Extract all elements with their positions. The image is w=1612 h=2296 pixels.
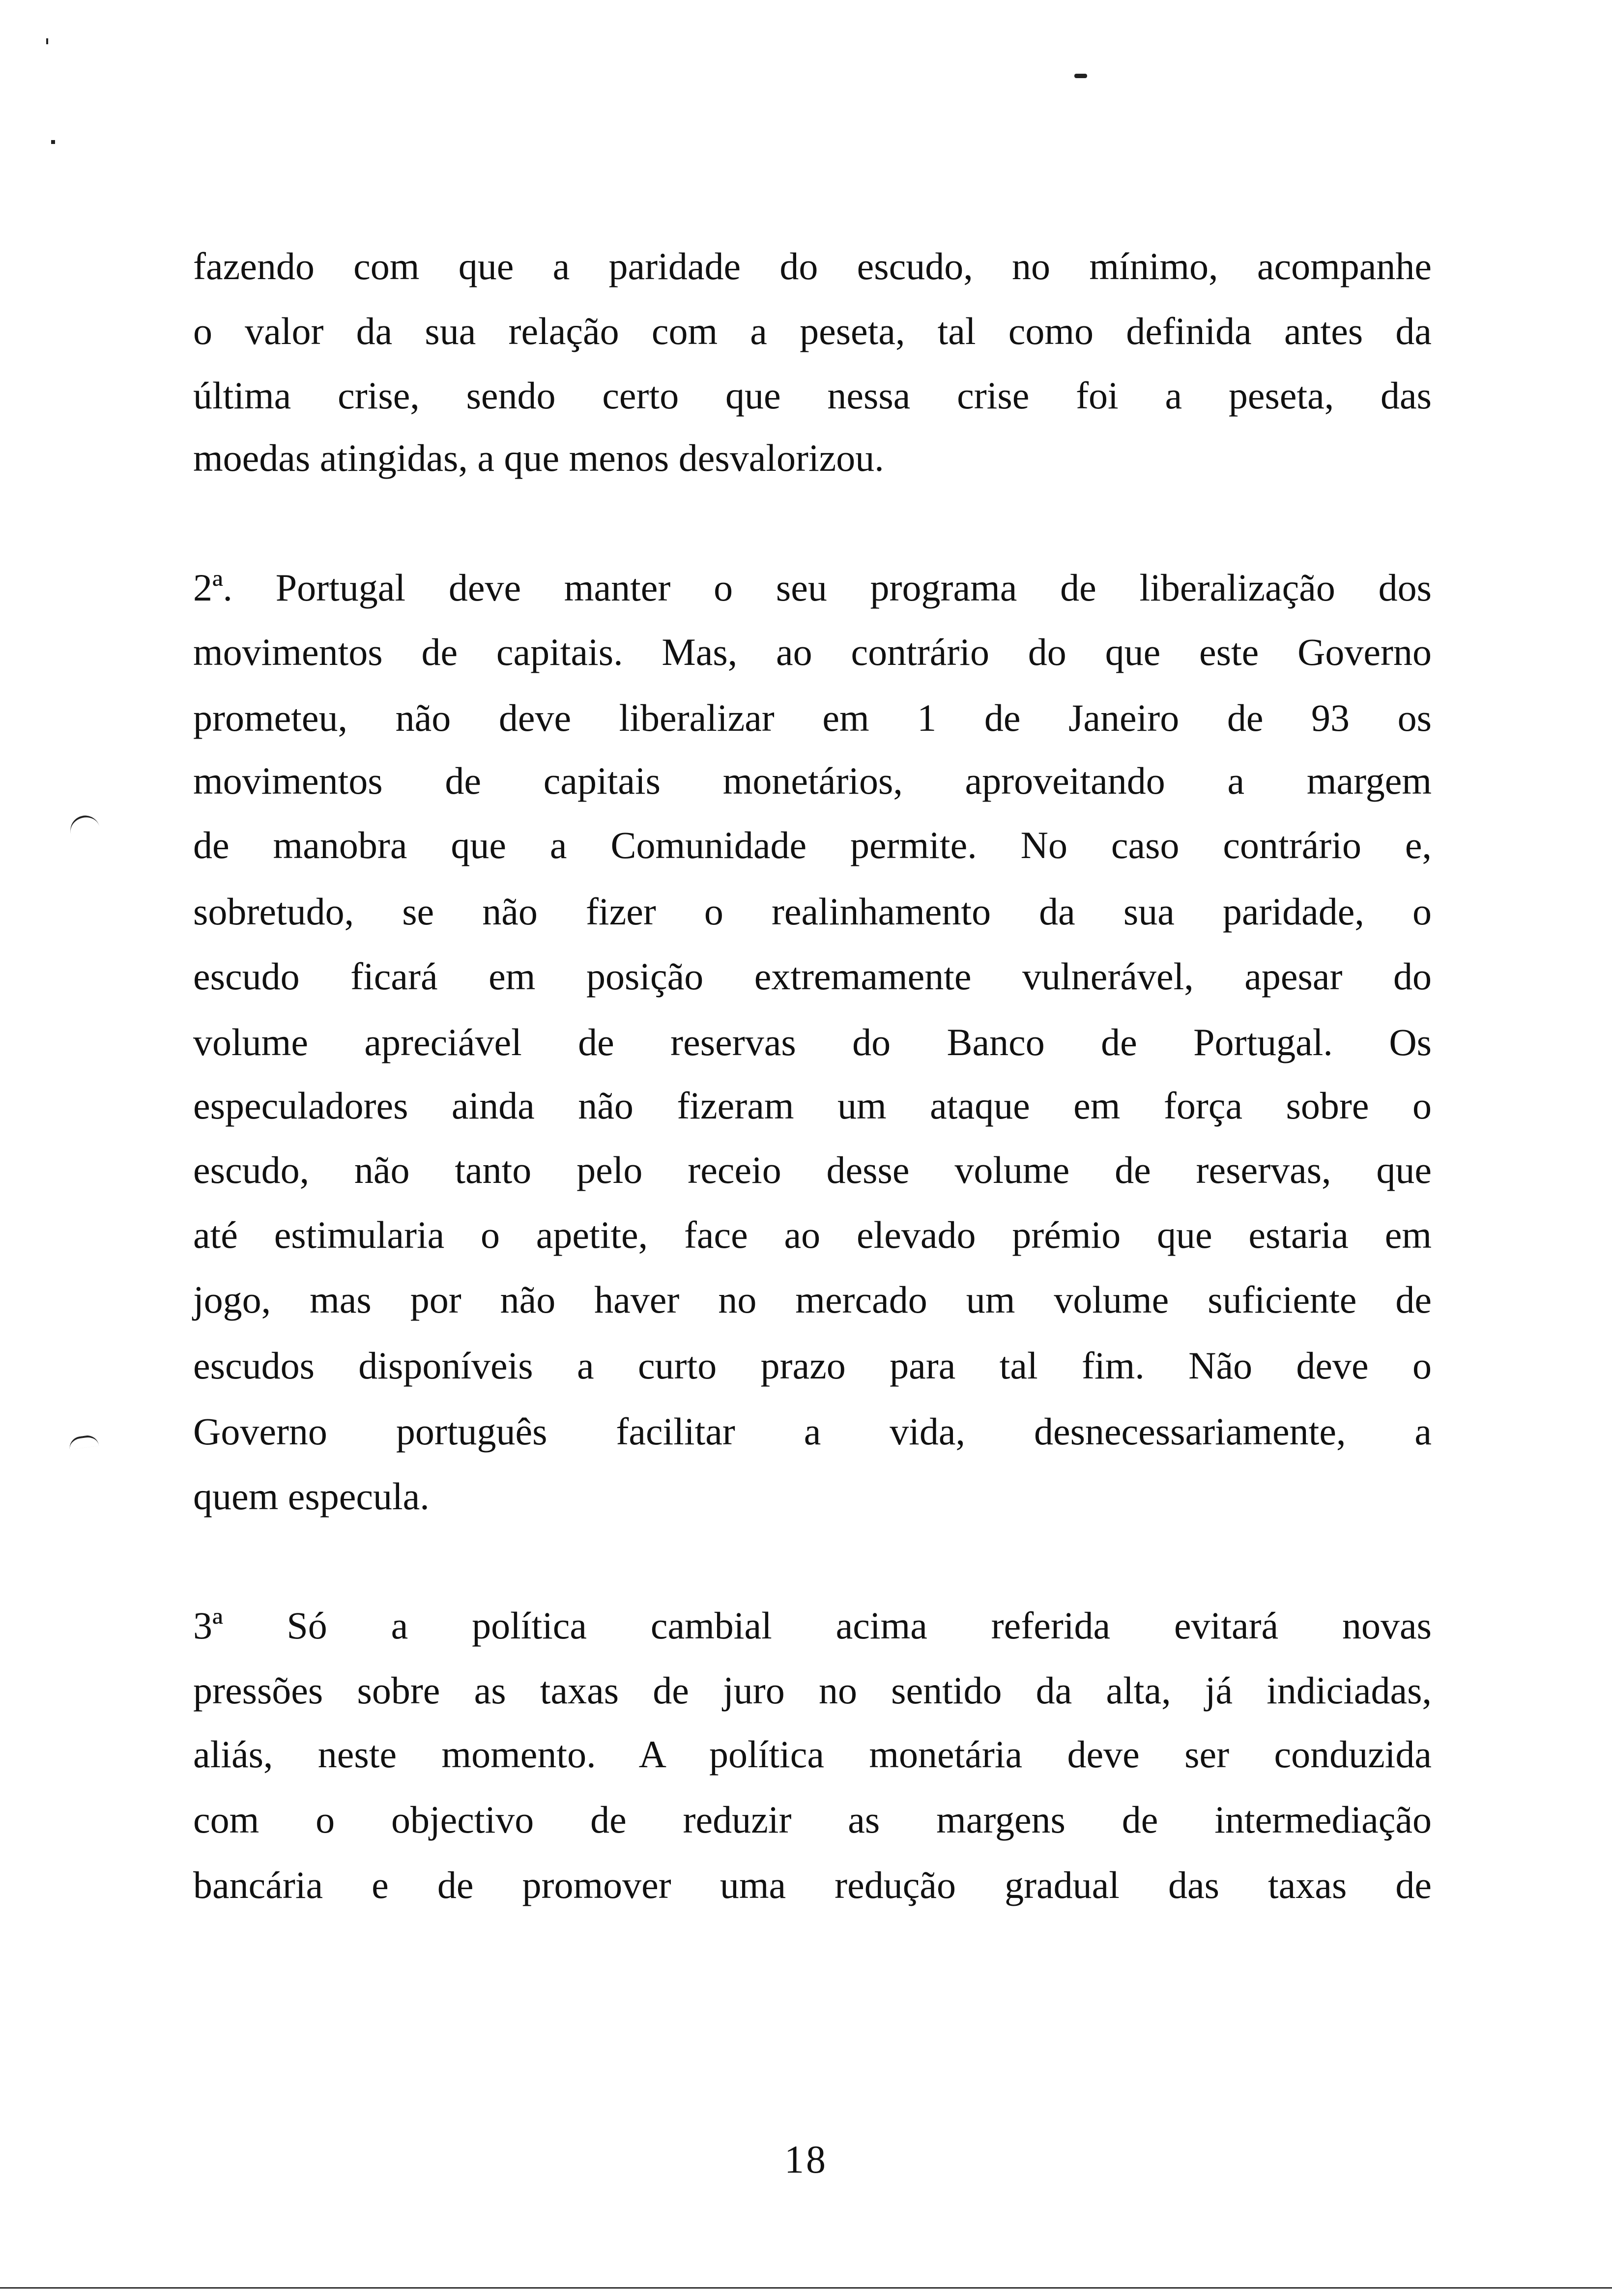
text-line: o valor da sua relação com a peseta, tal como definida antes da	[193, 310, 1432, 352]
text-line: 2ª. Portugal deve manter o seu programa de liberalização dos	[193, 566, 1432, 609]
text-line: escudos disponíveis a curto prazo para tal fim. Não deve o	[193, 1344, 1432, 1387]
text-line: até estimularia o apetite, face ao elevado prémio que estaria em	[193, 1213, 1432, 1256]
text-line: última crise, sendo certo que nessa crise foi a peseta, das	[193, 374, 1432, 417]
text-line: pressões sobre as taxas de juro no sentido da alta, já indiciadas,	[193, 1669, 1432, 1712]
margin-mark	[67, 812, 100, 836]
page-number: 18	[784, 2138, 828, 2181]
scan-speck	[51, 140, 55, 144]
text-line: bancária e de promover uma redução gradual das taxas de	[193, 1864, 1432, 1906]
text-line: escudo ficará em posição extremamente vulnerável, apesar do	[193, 955, 1432, 998]
text-line: moedas atingidas, a que menos desvalorizou.	[193, 436, 884, 479]
margin-mark	[68, 1434, 99, 1450]
text-line: prometeu, não deve liberalizar em 1 de Janeiro de 93 os	[193, 696, 1432, 739]
bottom-rule	[0, 2287, 1612, 2289]
text-line: jogo, mas por não haver no mercado um volume suficiente de	[193, 1278, 1432, 1321]
text-line: escudo, não tanto pelo receio desse volume de reservas, que	[193, 1148, 1432, 1191]
text-line: quem especula.	[193, 1475, 430, 1518]
scan-speck	[46, 38, 48, 44]
text-line: fazendo com que a paridade do escudo, no mínimo, acompanhe	[193, 245, 1432, 287]
text-line: 3ª Só a política cambial acima referida evitará novas	[193, 1604, 1432, 1647]
text-line: especuladores ainda não fizeram um ataque em força sobre o	[193, 1084, 1432, 1127]
text-line: de manobra que a Comunidade permite. No caso contrário e,	[193, 824, 1432, 866]
text-line: sobretudo, se não fizer o realinhamento da sua paridade, o	[193, 890, 1432, 933]
text-line: com o objectivo de reduzir as margens de intermediação	[193, 1798, 1432, 1841]
text-line: movimentos de capitais. Mas, ao contrário do que este Governo	[193, 631, 1432, 673]
scan-mark-top	[1074, 74, 1087, 78]
text-line: aliás, neste momento. A política monetária deve ser conduzida	[193, 1733, 1432, 1776]
text-line: movimentos de capitais monetários, aproveitando a margem	[193, 759, 1432, 802]
text-line: Governo português facilitar a vida, desnecessariamente, a	[193, 1410, 1432, 1453]
text-line: volume apreciável de reservas do Banco de Portugal. Os	[193, 1021, 1432, 1063]
